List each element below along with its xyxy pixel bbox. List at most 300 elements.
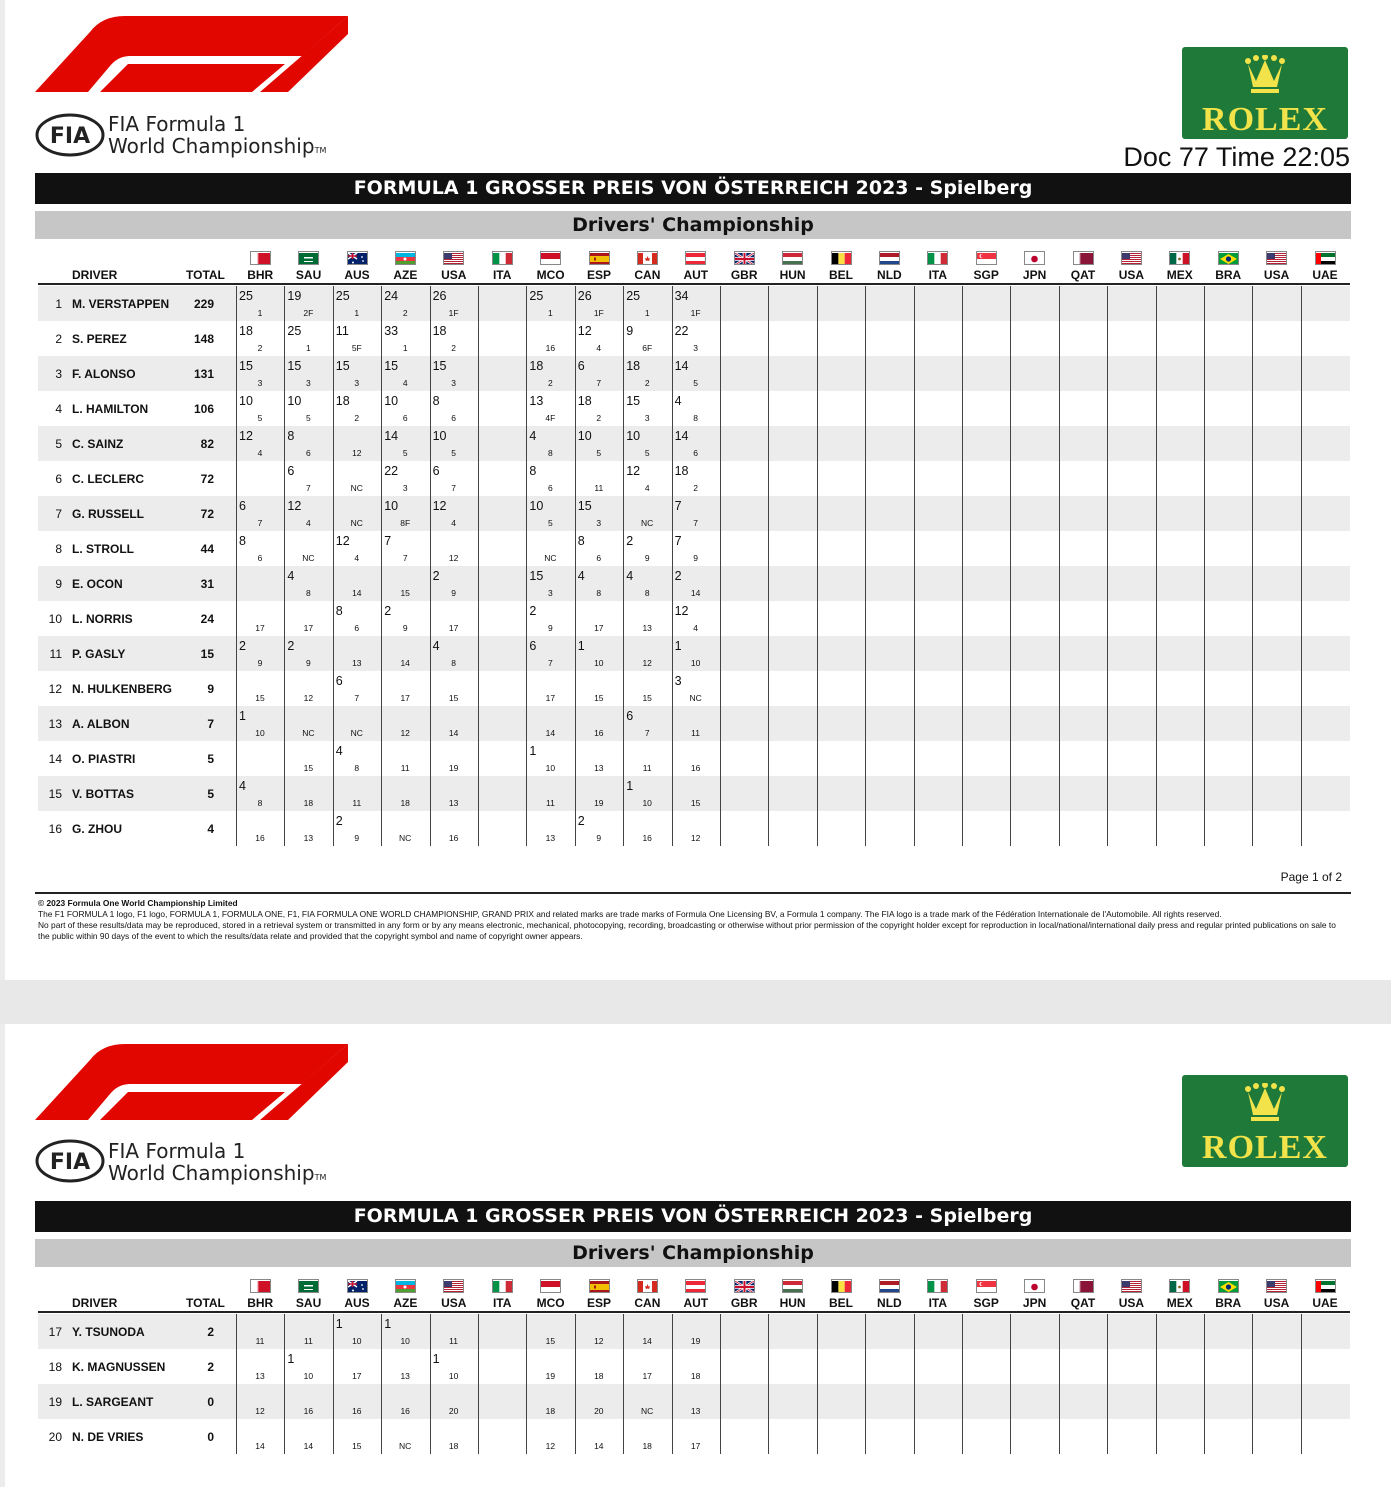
race-finish: 1 (257, 308, 263, 318)
race-finish: 9 (402, 623, 408, 633)
race-finish: 3 (306, 378, 311, 388)
race-points: 15 (626, 394, 641, 408)
column-divider (1059, 1314, 1060, 1454)
race-header-ita: ITA (928, 1296, 948, 1310)
italy-flag-icon (492, 251, 513, 265)
race-points: 15 (529, 569, 544, 583)
australia-flag-icon (347, 1279, 368, 1293)
race-finish: 17 (545, 693, 556, 703)
race-finish: 10 (448, 1371, 459, 1381)
race-points: 25 (626, 289, 641, 303)
bahrain-flag-icon (250, 1279, 271, 1293)
race-finish: 14 (400, 658, 410, 668)
driver-name: V. BOTTAS (72, 787, 135, 801)
column-divider (962, 1314, 963, 1454)
driver-name: G. ZHOU (72, 822, 122, 836)
race-finish: NC (350, 728, 363, 738)
rolex-word: ROLEX (1202, 101, 1328, 138)
race-points: 14 (384, 429, 399, 443)
race-finish: 16 (594, 728, 604, 738)
race-finish: 16 (690, 763, 701, 773)
race-finish: NC (641, 518, 654, 528)
race-points: 2 (239, 639, 246, 653)
column-divider (1107, 286, 1108, 846)
race-finish: 15 (642, 693, 652, 703)
race-points: 8 (577, 534, 585, 548)
race-finish: 5 (644, 448, 650, 458)
f1-logo-icon (30, 14, 350, 94)
race-header-sau: SAU (295, 1296, 322, 1310)
column-divider (575, 1314, 576, 1454)
race-header-bhr: BHR (247, 1296, 274, 1310)
race-finish: 6 (693, 448, 698, 458)
race-header-bhr: BHR (247, 268, 274, 282)
table-row (38, 391, 1350, 426)
race-points: 2 (577, 814, 585, 828)
canada-flag-icon (637, 1279, 658, 1293)
canada-flag-icon (637, 251, 658, 265)
brazil-flag-icon (1218, 1279, 1239, 1293)
fia-line1: FIA Formula 1 (108, 112, 246, 136)
section-title: Drivers' Championship (35, 211, 1351, 239)
table-row (38, 741, 1350, 776)
race-points: 13 (529, 394, 544, 408)
driver-total: 4 (207, 822, 214, 836)
race-finish: 13 (400, 1371, 410, 1381)
race-finish: 5F (351, 343, 362, 353)
driver-name: N. HULKENBERG (72, 682, 173, 696)
race-finish: 3 (354, 378, 360, 388)
column-divider (381, 1314, 382, 1454)
column-divider (817, 1314, 818, 1454)
race-points: 1 (384, 1317, 392, 1331)
driver-name: L. STROLL (72, 542, 134, 556)
driver-position: 6 (55, 472, 62, 486)
driver-position: 15 (48, 787, 62, 801)
column-divider (1010, 1314, 1011, 1454)
race-finish: 20 (594, 1406, 604, 1416)
race-finish: 11 (642, 763, 652, 773)
race-points: 15 (432, 359, 447, 373)
column-divider (1059, 286, 1060, 846)
rolex-logo (1182, 47, 1348, 139)
race-finish: 12 (448, 553, 459, 563)
race-points: 14 (674, 359, 689, 373)
driver-position: 4 (55, 402, 62, 416)
driver-position: 10 (48, 612, 62, 626)
f1-logo-icon (30, 1042, 350, 1122)
driver-position: 12 (48, 682, 62, 696)
race-header-usa: USA (441, 1296, 467, 1310)
column-divider (672, 1314, 673, 1454)
race-header-aut: AUT (683, 1296, 709, 1310)
race-header-mex: MEX (1166, 268, 1193, 282)
italy-flag-icon (927, 251, 948, 265)
column-divider (333, 286, 334, 846)
race-header-jpn: JPN (1022, 268, 1047, 282)
race-finish: 19 (545, 1371, 556, 1381)
race-finish: 17 (255, 623, 265, 633)
race-finish: 2 (354, 413, 360, 423)
race-finish: 15 (448, 693, 459, 703)
race-points: 4 (335, 744, 343, 758)
race-points: 18 (674, 464, 689, 478)
race-finish: 13 (545, 833, 556, 843)
race-finish: 1F (448, 308, 459, 318)
race-finish: 5 (402, 448, 408, 458)
race-finish: NC (399, 1441, 412, 1451)
page-edge (0, 1024, 5, 1487)
race-finish: 18 (642, 1441, 652, 1451)
driver-position: 2 (55, 332, 62, 346)
monaco-flag-icon (540, 251, 561, 265)
fia-badge-icon (35, 113, 105, 157)
driver-position: 17 (48, 1325, 62, 1339)
race-finish: 15 (594, 693, 604, 703)
race-points: 22 (384, 464, 399, 478)
austria-flag-icon (685, 1279, 706, 1293)
race-finish: 3 (693, 343, 698, 353)
race-header-aus: AUS (344, 268, 370, 282)
race-header-aut: AUT (683, 268, 709, 282)
race-finish: 19 (690, 1336, 701, 1346)
race-points: 25 (335, 289, 350, 303)
race-finish: 16 (545, 343, 556, 353)
driver-total: 5 (207, 752, 214, 766)
race-finish: 1F (593, 308, 604, 318)
japan-flag-icon (1024, 1279, 1045, 1293)
race-finish: 19 (594, 798, 604, 808)
race-finish: 14 (303, 1441, 314, 1451)
race-finish: NC (302, 553, 315, 563)
footer-legal (38, 898, 1348, 942)
race-finish: 14 (545, 728, 556, 738)
race-header-ita: ITA (928, 268, 948, 282)
column-divider (914, 1314, 915, 1454)
race-finish: 15 (400, 588, 410, 598)
fia-line1: FIA Formula 1 (108, 1139, 246, 1163)
hungary-flag-icon (782, 251, 803, 265)
race-header-qat: QAT (1070, 1296, 1096, 1310)
race-finish: 17 (690, 1441, 701, 1451)
race-finish: 15 (690, 798, 701, 808)
race-points: 11 (335, 324, 349, 338)
column-divider (1107, 1314, 1108, 1454)
race-finish: 20 (448, 1406, 459, 1416)
race-finish: NC (399, 833, 412, 843)
race-points: 3 (674, 674, 682, 688)
column-divider (1252, 286, 1253, 846)
brazil-flag-icon (1218, 251, 1239, 265)
table-row (38, 1349, 1350, 1384)
race-header-usa: USA (1118, 1296, 1145, 1310)
qatar-flag-icon (1073, 251, 1094, 265)
race-finish: 6 (402, 413, 408, 423)
race-finish: 6 (548, 483, 553, 493)
page-number: Page 1 of 2 (1280, 870, 1342, 884)
race-finish: 18 (400, 798, 410, 808)
header-divider (38, 1311, 1350, 1313)
spain-flag-icon (589, 251, 610, 265)
race-header-usa: USA (1263, 1296, 1290, 1310)
singapore-flag-icon (976, 251, 997, 265)
race-finish: 13 (690, 1406, 701, 1416)
driver-total: 5 (207, 787, 214, 801)
race-finish: 2 (596, 413, 602, 423)
driver-position: 11 (49, 647, 62, 661)
page-title: FORMULA 1 GROSSER PREIS VON ÖSTERREICH 2023 - Spielberg (35, 173, 1351, 204)
race-finish: 4 (257, 448, 263, 458)
race-points: 1 (239, 709, 246, 723)
race-finish: 18 (545, 1406, 556, 1416)
race-finish: 7 (596, 378, 602, 388)
driver-total: 131 (193, 367, 214, 381)
race-header-aze: AZE (393, 268, 418, 282)
driver-total: 106 (193, 402, 214, 416)
crown-icon (1182, 55, 1348, 99)
race-points: 18 (577, 394, 592, 408)
section-title: Drivers' Championship (35, 1239, 1351, 1267)
race-points: 10 (384, 394, 399, 408)
race-points: 4 (626, 569, 634, 583)
race-finish: 10 (690, 658, 701, 668)
race-finish: 7 (548, 658, 553, 668)
column-divider (1301, 286, 1302, 846)
race-header-mex: MEX (1166, 1296, 1193, 1310)
column-divider (623, 286, 624, 846)
race-finish: 18 (303, 798, 314, 808)
race-points: 26 (577, 289, 592, 303)
race-finish: 14 (448, 728, 459, 738)
race-finish: NC (350, 483, 363, 493)
monaco-flag-icon (540, 1279, 561, 1293)
race-points: 1 (432, 1352, 440, 1366)
driver-total: 15 (200, 647, 214, 661)
race-points: 1 (674, 639, 682, 653)
race-finish: 13 (255, 1371, 265, 1381)
column-divider (381, 286, 382, 846)
table-row (38, 496, 1350, 531)
column-divider (865, 1314, 866, 1454)
race-header-hun: HUN (779, 1296, 806, 1310)
footer-trademarks: The F1 FORMULA 1 logo, F1 logo, FORMULA 1, FORMULA ONE, F1, FIA FORMULA ONE WORLD CHAMPIONSHIP, GRAND PRIX and related marks are trade marks of Formula One Licensing BV, a Formula 1 company. The FIA logo is a trade mark of the Fédération Internationale de l'Automobile. All rights reserved. (38, 909, 1222, 919)
race-finish: 11 (449, 1336, 458, 1346)
table-row (38, 811, 1350, 846)
race-finish: 7 (402, 553, 408, 563)
hungary-flag-icon (782, 1279, 803, 1293)
race-header-bra: BRA (1215, 268, 1242, 282)
race-finish: 6 (306, 448, 311, 458)
race-finish: 8 (257, 798, 263, 808)
race-finish: 9 (596, 833, 602, 843)
footer-rights: No part of these results/data may be reproduced, stored in a retrieval system or transmitted in any form or by any means electronic, mechanical, photocopying, recording, broadcasting or otherwise without prior permission of the copyright holder except for reproduction in local/national/international daily press and regular printed publications on sale to the public within 90 days of the event to which the results/data relate and provided that the copyright symbol and name of copyright owner appears. (38, 920, 1336, 941)
race-points: 10 (239, 394, 253, 408)
race-finish: 1 (354, 308, 360, 318)
crown-icon (1182, 1083, 1348, 1127)
doc-info: Doc 77 Time 22:05 (1123, 142, 1350, 172)
race-points: 10 (384, 499, 399, 513)
race-finish: NC (641, 1406, 654, 1416)
race-header-sau: SAU (295, 268, 322, 282)
fia-badge-text: FIA (49, 1150, 91, 1175)
race-points: 4 (287, 569, 295, 583)
race-points: 25 (239, 289, 253, 303)
driver-total: 82 (200, 437, 214, 451)
belgium-flag-icon (831, 251, 852, 265)
table-row (38, 566, 1350, 601)
race-points: 12 (432, 499, 447, 513)
race-finish: 4 (644, 483, 650, 493)
race-finish: 11 (545, 798, 555, 808)
race-points: 6 (335, 674, 343, 688)
fia-wordmark (108, 113, 326, 162)
race-finish: 7 (257, 518, 263, 528)
driver-position: 18 (48, 1360, 62, 1374)
race-finish: 11 (691, 728, 700, 738)
race-finish: 6F (642, 343, 653, 353)
race-points: 10 (529, 499, 544, 513)
column-divider (720, 1314, 721, 1454)
netherlands-flag-icon (879, 251, 900, 265)
race-finish: 3 (402, 483, 408, 493)
driver-total: 44 (200, 542, 214, 556)
race-finish: 11 (400, 763, 410, 773)
race-header-gbr: GBR (730, 1296, 758, 1310)
saudi-arabia-flag-icon (298, 1279, 319, 1293)
saudi-arabia-flag-icon (298, 251, 319, 265)
race-finish: 12 (594, 1336, 604, 1346)
race-finish: NC (302, 728, 315, 738)
mexico-flag-icon (1169, 1279, 1190, 1293)
race-finish: 14 (690, 588, 701, 598)
race-points: 1 (577, 639, 585, 653)
race-finish: 10 (400, 1336, 410, 1346)
race-finish: 11 (303, 1336, 313, 1346)
race-points: 1 (287, 1352, 295, 1366)
race-points: 25 (529, 289, 544, 303)
japan-flag-icon (1024, 251, 1045, 265)
race-finish: 12 (352, 448, 362, 458)
race-finish: 2 (693, 483, 698, 493)
race-finish: 7 (354, 693, 360, 703)
race-points: 2 (287, 639, 295, 653)
race-header-qat: QAT (1070, 268, 1096, 282)
driver-position: 1 (55, 297, 62, 311)
race-finish: 7 (693, 518, 698, 528)
column-divider (914, 286, 915, 846)
race-points: 15 (239, 359, 253, 373)
driver-name: M. VERSTAPPEN (72, 297, 170, 311)
race-finish: 6 (451, 413, 456, 423)
race-finish: 1 (644, 308, 650, 318)
driver-position: 20 (48, 1430, 62, 1444)
race-finish: 8F (400, 518, 411, 528)
race-points: 2 (335, 814, 343, 828)
rolex-word: ROLEX (1202, 1129, 1328, 1166)
race-points: 33 (384, 324, 399, 338)
race-header-ita: ITA (492, 1296, 512, 1310)
race-finish: 2F (303, 308, 314, 318)
great-britain-flag-icon (734, 1279, 755, 1293)
race-points: 8 (335, 604, 343, 618)
race-finish: 12 (255, 1406, 265, 1416)
race-finish: 9 (306, 658, 311, 668)
table-row (38, 776, 1350, 811)
column-divider (478, 1314, 479, 1454)
race-header-bel: BEL (829, 1296, 853, 1310)
column-divider (284, 286, 285, 846)
driver-total: 229 (193, 297, 214, 311)
total-column-header: TOTAL (186, 1296, 225, 1310)
table-row (38, 286, 1350, 321)
race-points: 25 (287, 324, 302, 338)
belgium-flag-icon (831, 1279, 852, 1293)
race-finish: 17 (303, 623, 314, 633)
race-finish: 7 (451, 483, 456, 493)
race-finish: 12 (400, 728, 410, 738)
netherlands-flag-icon (879, 1279, 900, 1293)
column-divider (1010, 286, 1011, 846)
race-finish: 15 (352, 1441, 362, 1451)
table-row (38, 321, 1350, 356)
race-finish: 5 (693, 378, 698, 388)
driver-name: F. ALONSO (72, 367, 136, 381)
column-divider (1252, 1314, 1253, 1454)
driver-name: A. ALBON (72, 717, 130, 731)
race-finish: 16 (448, 833, 459, 843)
race-finish: 9 (693, 553, 698, 563)
race-points: 2 (432, 569, 440, 583)
driver-total: 148 (193, 332, 214, 346)
column-divider (1301, 1314, 1302, 1454)
race-header-ita: ITA (492, 268, 512, 282)
race-finish: 13 (594, 763, 604, 773)
race-finish: 10 (255, 728, 265, 738)
driver-column-header: DRIVER (72, 268, 118, 282)
italy-flag-icon (927, 1279, 948, 1293)
race-finish: 15 (255, 693, 265, 703)
race-header-bel: BEL (829, 268, 853, 282)
race-finish: 14 (255, 1441, 265, 1451)
race-finish: 4 (693, 623, 698, 633)
race-header-can: CAN (634, 1296, 661, 1310)
race-finish: 4 (402, 378, 408, 388)
race-finish: 12 (642, 658, 652, 668)
race-header-mco: MCO (536, 1296, 565, 1310)
driver-column-header: DRIVER (72, 1296, 118, 1310)
race-points: 22 (674, 324, 689, 338)
race-finish: 11 (352, 798, 362, 808)
table-row (38, 671, 1350, 706)
race-finish: 16 (642, 833, 652, 843)
race-finish: 16 (352, 1406, 362, 1416)
column-divider (333, 1314, 334, 1454)
race-finish: 3 (644, 413, 650, 423)
race-finish: NC (544, 553, 557, 563)
table-row (38, 636, 1350, 671)
header-divider (38, 283, 1350, 285)
column-divider (1156, 286, 1157, 846)
race-header-usa: USA (1263, 268, 1290, 282)
column-divider (430, 286, 431, 846)
race-points: 6 (287, 464, 295, 478)
race-finish: 8 (596, 588, 602, 598)
race-points: 4 (577, 569, 585, 583)
uae-flag-icon (1315, 1279, 1336, 1293)
race-header-can: CAN (634, 268, 661, 282)
race-finish: 4 (596, 343, 602, 353)
race-header-hun: HUN (779, 268, 806, 282)
